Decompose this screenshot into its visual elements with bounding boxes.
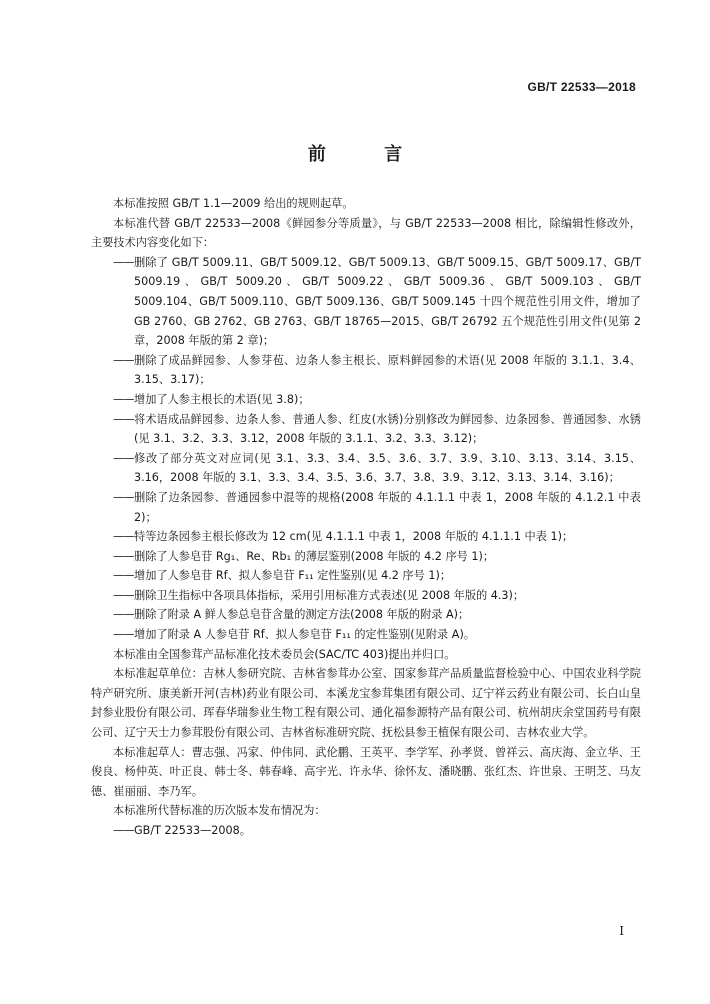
- history-item-text: GB/T 22533—2008。: [134, 824, 251, 837]
- change-item-text: 特等边条园参主根长修改为 12 cm(见 4.1.1.1 中表 1，2008 年版的 4.1.1.1 中表 1)；: [134, 530, 574, 544]
- change-item-text: 删除卫生指标中各项具体指标，采用引用标准方式表述(见 2008 年版的 4.3)；: [134, 588, 525, 602]
- page-title: 前 言: [307, 144, 429, 165]
- change-item-text: 将术语成品鲜园参、边条人参、普通人参、红皮(水锈)分别修改为鲜园参、边条园参、普通园参、水锈(见 3.1、3.2、3.3、3.12，2008 年版的 3.1.1、3.2、3.3、3.12)；: [134, 412, 641, 446]
- change-item-text: 删除了附录 A 鲜人参总皂苷含量的测定方法(2008 年版的附录 A)；: [134, 608, 470, 622]
- change-item-text: 删除了边条园参、普通园参中混等的规格(2008 年版的 4.1.1.1 中表 1，2008 年版的 4.1.2.1 中表 2)；: [134, 490, 641, 524]
- paragraph-drafting-units: 本标准起草单位：吉林人参研究院、吉林省参茸办公室、国家参茸产品质量监督检验中心、中国农业科学院特产研究所、康美新开河(吉林)药业有限公司、本溪龙宝参茸集团有限公司、辽宁祥云药业有限公司、长白山皇封参业股份有限公司、珲春华瑞参业生物工程有限公司、通化福参源特产品有限公司、杭州胡庆余堂国药号有限公司、辽宁天士力参茸股份有限公司、吉林省标准研究院、抚松县参王植保有限公司、吉林农业大学。: [91, 667, 641, 740]
- change-item: [91, 390, 641, 410]
- change-item: [91, 253, 641, 351]
- standard-code: GB/T 22533—2018: [527, 80, 636, 94]
- change-item: [91, 488, 641, 527]
- dash-marker: ——: [113, 353, 134, 367]
- dash-marker: ——: [113, 392, 134, 406]
- paragraph-history-intro: 本标准所代替标准的历次版本发布情况为：: [113, 804, 326, 818]
- change-item: [91, 449, 641, 488]
- change-item: [91, 351, 641, 390]
- change-item: [91, 410, 641, 449]
- change-item: [91, 586, 641, 606]
- change-item-text: 删除了 GB/T 5009.11、GB/T 5009.12、GB/T 5009.13、GB/T 5009.15、GB/T 5009.17、GB/T 5009.19、GB/T 5009.20、GB/T 5009.22、GB/T 5009.36、GB/T 5009.103、GB/T 5009.104、GB/T 5009.110、GB/T 5009.136、GB/T 5009.145 十四个规范性引用文件，增加了 GB 2760、GB 2762、GB 2763、GB/T 18765—2015、GB/T 26792 五个规范性引用文件(见第 2 章，2008 年版的第 2 章)；: [134, 255, 641, 348]
- paragraph-drafters: 本标准起草人：曹志强、冯家、仲伟同、武伦鹏、王英平、李学军、孙孝贤、曾祥云、高庆海、金立华、王俊良、杨仲英、叶正良、韩士冬、韩春峰、高宇光、许永华、徐怀友、潘晓鹏、张红杰、许世泉、王明芝、马友德、崔丽丽、李乃军。: [91, 745, 641, 798]
- dash-marker: ——: [113, 608, 134, 622]
- dash-marker: ——: [113, 588, 134, 602]
- change-item: [91, 547, 641, 567]
- change-item-text: 增加了附录 A 人参皂苷 Rf、拟人参皂苷 F₁₁ 的定性鉴别(见附录 A)。: [134, 628, 475, 642]
- change-item: [91, 605, 641, 625]
- paragraph-proposed-by: 本标准由全国参茸产品标准化技术委员会(SAC/TC 403)提出并归口。: [113, 647, 456, 661]
- foreword-body: [91, 194, 641, 841]
- change-item: [91, 625, 641, 645]
- dash-marker: ——: [113, 451, 134, 465]
- change-item: [91, 566, 641, 586]
- dash-marker: ——: [113, 490, 134, 504]
- dash-marker: ——: [113, 569, 134, 583]
- change-item: [91, 527, 641, 547]
- paragraph-drafting-rules: 本标准按照 GB/T 1.1—2009 给出的规则起草。: [113, 197, 354, 210]
- page-number: I: [619, 924, 624, 938]
- change-item-text: 增加了人参主根长的术语(见 3.8)；: [134, 392, 310, 406]
- change-item-text: 删除了成品鲜园参、人参芽苞、边条人参主根长、原料鲜园参的术语(见 2008 年版的 3.1.1、3.4、3.15、3.17)；: [134, 353, 641, 387]
- change-item-text: 增加了人参皂苷 Rf、拟人参皂苷 F₁₁ 定性鉴别(见 4.2 序号 1)；: [134, 569, 452, 583]
- history-item: [91, 821, 641, 841]
- dash-marker: ——: [113, 530, 134, 544]
- dash-marker: ——: [113, 412, 134, 426]
- dash-marker: ——: [113, 255, 134, 269]
- change-item-text: 删除了人参皂苷 Rg₁、Re、Rb₁ 的薄层鉴别(2008 年版的 4.2 序号 1)；: [134, 549, 495, 563]
- dash-marker: ——: [113, 824, 134, 837]
- dash-marker: ——: [113, 628, 134, 642]
- paragraph-replaces: 本标准代替 GB/T 22533—2008《鲜园参分等质量》，与 GB/T 22533—2008 相比，除编辑性修改外，主要技术内容变化如下：: [91, 216, 641, 250]
- dash-marker: ——: [113, 549, 134, 563]
- change-item-text: 修改了部分英文对应词(见 3.1、3.3、3.4、3.5、3.6、3.7、3.9、3.10、3.13、3.14、3.15、3.16，2008 年版的 3.1、3.3、3.4、3.5、3.6、3.7、3.8、3.9、3.12、3.13、3.14、3.16)；: [134, 451, 641, 485]
